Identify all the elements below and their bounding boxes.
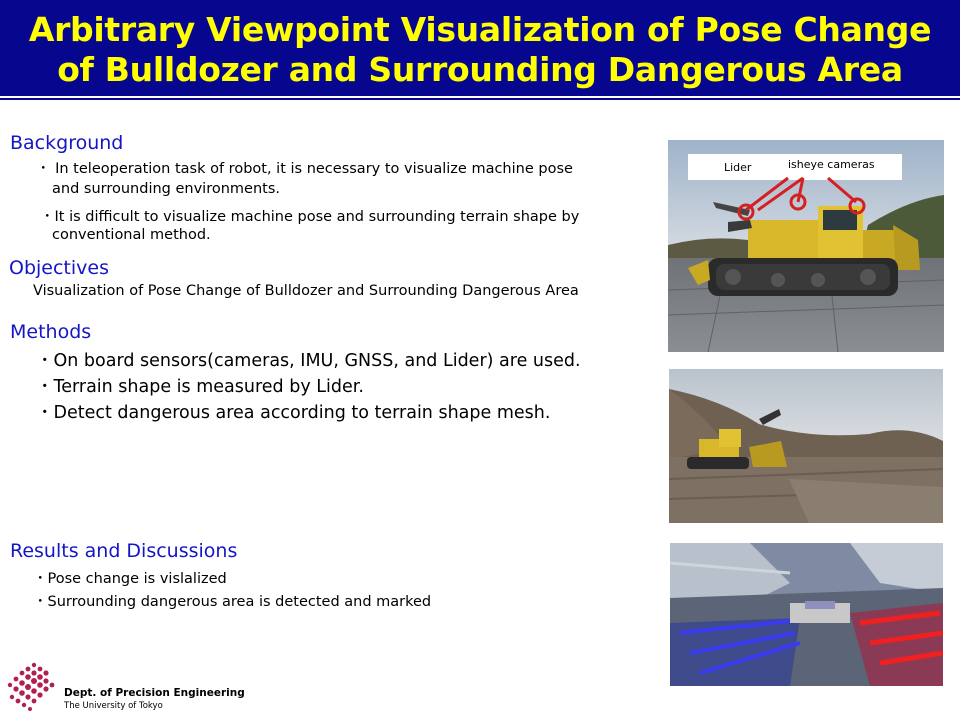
fisheye-label: isheye cameras bbox=[788, 158, 875, 171]
logo-university: The University of Tokyo bbox=[64, 701, 163, 711]
methods-item-1: ・On board sensors(cameras, IMU, GNSS, and Lider) are used. bbox=[36, 351, 581, 371]
dots-logo-icon bbox=[4, 661, 62, 715]
results-item-1: ・Pose change is vislalized bbox=[33, 571, 227, 587]
methods-item-2: ・Terrain shape is measured by Lider. bbox=[36, 377, 364, 397]
slide-title bbox=[0, 10, 960, 90]
objectives-heading: Objectives bbox=[9, 257, 109, 279]
background-item-1-cont: and surrounding environments. bbox=[52, 181, 280, 197]
methods-item-3: ・Detect dangerous area according to terrain shape mesh. bbox=[36, 403, 551, 423]
visualization-result-image bbox=[670, 543, 943, 686]
title-line-2: of Bulldozer and Surrounding Dangerous Area bbox=[57, 50, 903, 89]
dangerous-area-visualization bbox=[670, 543, 943, 686]
university-logo bbox=[4, 661, 62, 715]
objectives-text: Visualization of Pose Change of Bulldozer and Surrounding Dangerous Area bbox=[33, 283, 579, 299]
background-heading: Background bbox=[10, 132, 124, 154]
methods-heading: Methods bbox=[10, 321, 92, 343]
title-banner bbox=[0, 0, 960, 98]
results-item-2: ・Surrounding dangerous area is detected and marked bbox=[33, 594, 432, 610]
bulldozer-site-image bbox=[669, 369, 943, 523]
results-heading: Results and Discussions bbox=[10, 540, 238, 562]
bulldozer-site-photo bbox=[669, 369, 943, 523]
bulldozer-sensor-photo bbox=[668, 140, 944, 352]
bulldozer-sensor-image bbox=[668, 140, 944, 352]
logo-department: Dept. of Precision Engineering bbox=[64, 687, 245, 699]
background-item-1: ・ In teleoperation task of robot, it is necessary to visualize machine pose bbox=[36, 161, 573, 177]
background-item-2-cont: conventional method. bbox=[52, 227, 211, 243]
background-item-2: ・It is difficult to visualize machine pose and surrounding terrain shape by bbox=[40, 209, 580, 225]
title-line-1: Arbitrary Viewpoint Visualization of Pose Change bbox=[28, 10, 932, 49]
lider-label: Lider bbox=[724, 161, 752, 174]
